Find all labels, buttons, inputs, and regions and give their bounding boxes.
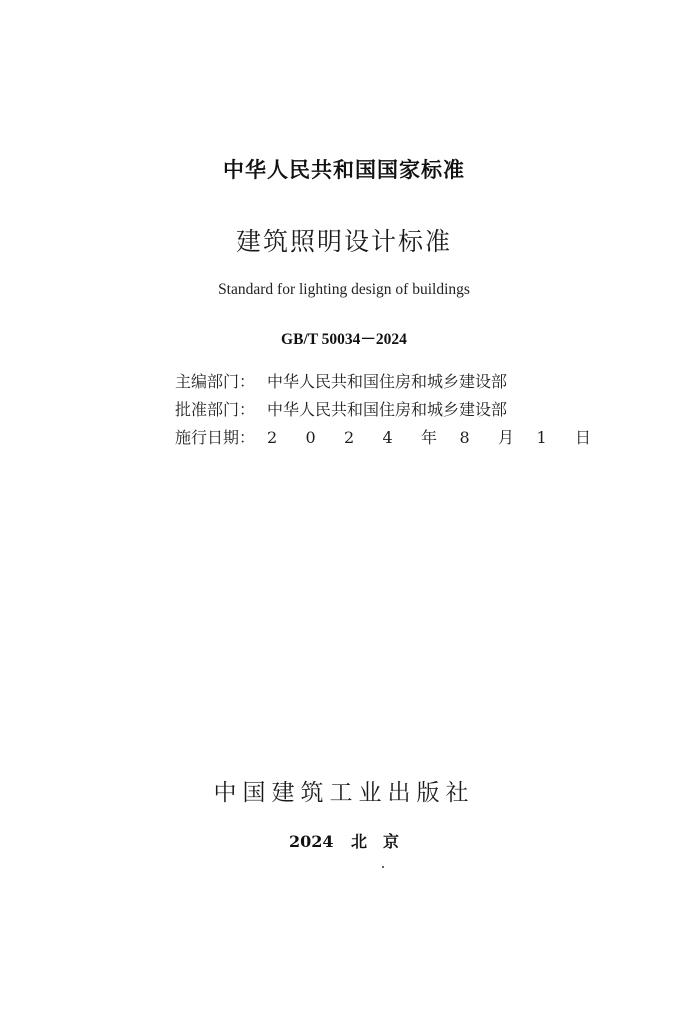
chief-editor-value: 中华人民共和国住房和城乡建设部 (267, 372, 508, 391)
approval-row (175, 396, 614, 424)
date-char: 0 (305, 428, 316, 447)
date-char: 8 (459, 428, 470, 447)
chinese-title: 建筑照明设计标准 (235, 227, 452, 256)
effective-date-label: 施行日期： (175, 428, 256, 447)
publication-year: 2024 (288, 832, 334, 851)
date-char: 2 (344, 428, 355, 447)
chief-editor-row (175, 368, 614, 396)
date-char: 月 (498, 428, 515, 447)
date-char: 年 (421, 428, 438, 447)
effective-date-row (175, 424, 614, 452)
date-char: 4 (382, 428, 393, 447)
effective-date-value (267, 424, 614, 452)
date-char: 日 (575, 428, 592, 447)
english-title: Standard for lighting design of buildings (218, 281, 470, 298)
chief-editor-label: 主编部门： (175, 372, 256, 391)
publication-line (0, 829, 688, 852)
standard-code: GB/T 50034－2024 (281, 331, 407, 348)
date-char: 1 (536, 428, 547, 447)
approval-value: 中华人民共和国住房和城乡建设部 (267, 400, 508, 419)
date-char: 2 (267, 428, 278, 447)
publication-place: 北 京 (351, 832, 400, 851)
publisher-name: 中国建筑工业出版社 (213, 780, 475, 806)
scan-speck (382, 866, 384, 868)
national-standard-heading: 中华人民共和国国家标准 (223, 158, 465, 182)
approval-label: 批准部门： (175, 400, 256, 419)
metadata-block (175, 368, 614, 452)
